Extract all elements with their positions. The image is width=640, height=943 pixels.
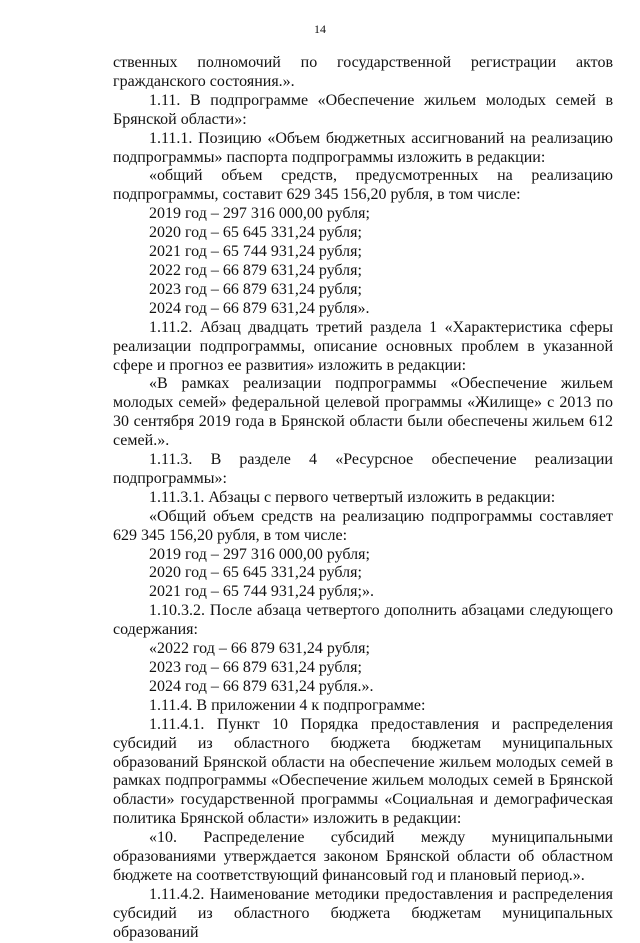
paragraph: 1.11.2. Абзац двадцать третий раздела 1 «Характеристика сферы реализации подпрограммы, описание основных проблем в указанной сфере и прогноз ее развития» изложить в редакции: (113, 318, 613, 374)
amount-line: 2019 год – 297 316 000,00 рубля; (149, 205, 370, 223)
paragraph: 1.11.4. В приложении 4 к подпрограмме: (149, 696, 426, 714)
amount-line: «2022 год – 66 879 631,24 рубля; (149, 640, 370, 658)
paragraph: 1.11. В подпрограмме «Обеспечение жильем молодых семей в Брянской области»: (113, 91, 613, 128)
amount-line: 2021 год – 65 744 931,24 рубля; (149, 243, 362, 261)
paragraph: «Общий объем средств на реализацию подпрограммы составляет 629 345 156,20 рубля, в том числе: (113, 507, 613, 544)
document-body (113, 54, 613, 943)
amount-line: 2023 год – 66 879 631,24 рубля; (149, 280, 362, 298)
amount-line: 2023 год – 66 879 631,24 рубля; (149, 659, 362, 676)
amount-line: 2021 год – 65 744 931,24 рубля;». (149, 583, 374, 601)
amount-line: 2019 год – 297 316 000,00 рубля; (149, 545, 370, 563)
paragraph: «10. Распределение субсидий между муниципальными образованиями утверждается законом Брянской области об областном бюджете на соответствующий финансовый год и плановый период.». (113, 829, 613, 884)
page-number: 14 (314, 22, 326, 36)
amount-line: 2020 год – 65 645 331,24 рубля; (149, 224, 362, 242)
amount-line: 2024 год – 66 879 631,24 рубля». (149, 299, 370, 317)
paragraph: 1.10.3.2. После абзаца четвертого дополнить абзацами следующего содержания: (113, 602, 613, 639)
amount-line: 2020 год – 65 645 331,24 рубля; (149, 564, 362, 582)
paragraph: 1.11.4.2. Наименование методики предоставления и распределения субсидий из областного бюджета бюджетам муниципальных образований (113, 885, 613, 941)
amount-line: 2022 год – 66 879 631,24 рубля; (149, 261, 362, 279)
paragraph: ственных полномочий по государственной регистрации актов гражданского состояния.». (113, 54, 613, 90)
paragraph: 1.11.3.1. Абзацы с первого четвертый изложить в редакции: (149, 488, 556, 506)
amount-line: 2024 год – 66 879 631,24 рубля.». (149, 677, 374, 695)
paragraph: 1.11.3. В разделе 4 «Ресурсное обеспечение реализации подпрограммы»: (113, 451, 613, 487)
paragraph: 1.11.4.1. Пункт 10 Порядка предоставления и распределения субсидий из областного бюджета бюджетам муниципальных образований Брянской области на обеспечение жильем молодых семей в рамках подпрограммы «Обеспечение жильем молодых семей в Брянской области» государственной программы «Социальная и демографическая политика Брянской области» изложить в редакции: (113, 715, 613, 828)
paragraph: «В рамках реализации подпрограммы «Обеспечение жильем молодых семей» федеральной целевой программы «Жилище» с 2013 по 30 сентября 2019 года в Брянской области были обеспечены жильем 612 семей.». (113, 375, 613, 450)
paragraph: «общий объем средств, предусмотренных на реализацию подпрограммы, составит 629 345 156,20 рубля, в том числе: (113, 167, 613, 204)
paragraph: 1.11.1. Позицию «Объем бюджетных ассигнований на реализацию подпрограммы» паспорта подпрограммы изложить в редакции: (113, 129, 613, 166)
